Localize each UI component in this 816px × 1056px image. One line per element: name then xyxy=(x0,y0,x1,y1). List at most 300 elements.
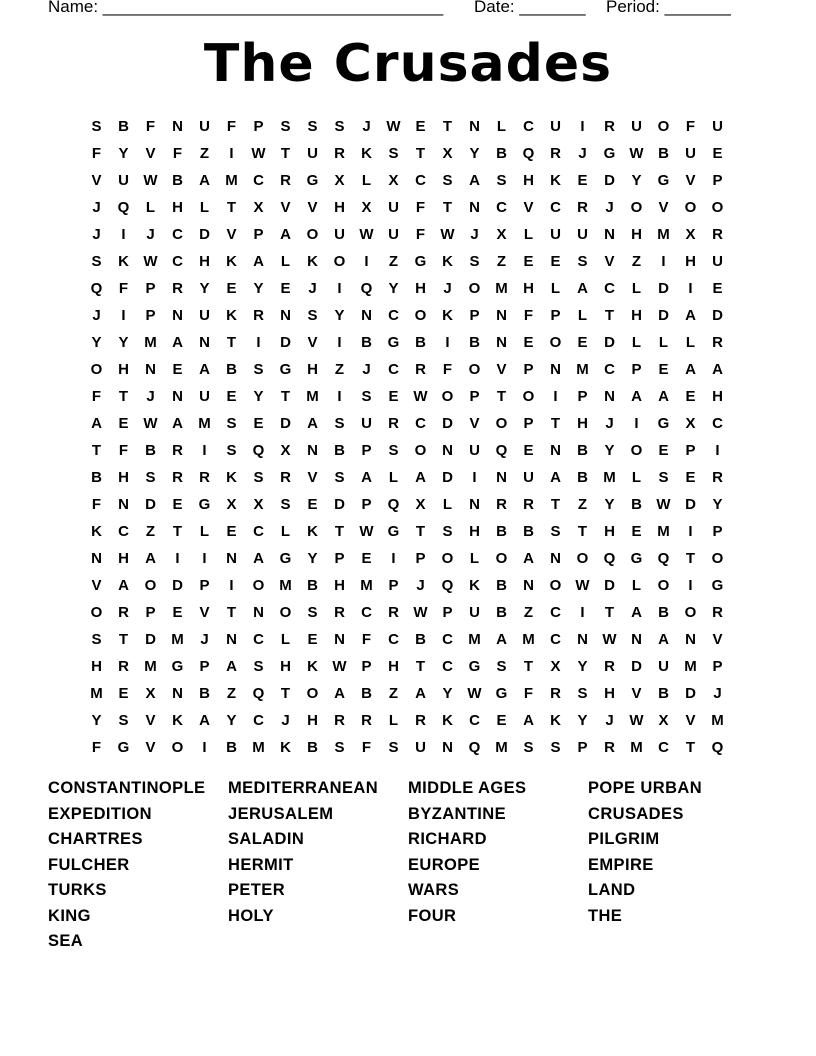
grid-letter[interactable]: H xyxy=(91,658,102,675)
grid-letter[interactable]: X xyxy=(658,712,669,729)
grid-letter[interactable]: P xyxy=(361,658,372,675)
grid-letter[interactable]: O xyxy=(657,577,670,594)
grid-letter[interactable]: J xyxy=(146,388,155,405)
grid-letter[interactable]: M xyxy=(657,523,670,540)
grid-letter[interactable]: E xyxy=(550,253,561,270)
grid-letter[interactable]: Z xyxy=(577,496,588,513)
grid-letter[interactable]: N xyxy=(523,577,534,594)
grid-letter[interactable]: R xyxy=(712,604,723,621)
grid-letter[interactable]: T xyxy=(496,388,507,405)
grid-letter[interactable]: A xyxy=(523,712,534,729)
grid-letter[interactable]: C xyxy=(415,172,426,189)
grid-letter[interactable]: C xyxy=(172,253,183,270)
grid-letter[interactable]: Y xyxy=(604,442,615,459)
grid-letter[interactable]: S xyxy=(334,118,345,135)
grid-letter[interactable]: I xyxy=(202,442,207,459)
grid-letter[interactable]: I xyxy=(688,523,693,540)
grid-letter[interactable]: I xyxy=(364,253,369,270)
grid-letter[interactable]: X xyxy=(685,415,696,432)
grid-letter[interactable]: I xyxy=(121,307,126,324)
grid-letter[interactable]: I xyxy=(580,604,585,621)
grid-letter[interactable]: T xyxy=(577,523,588,540)
grid-letter[interactable]: X xyxy=(388,172,399,189)
grid-letter[interactable]: A xyxy=(172,334,183,351)
grid-letter[interactable]: D xyxy=(631,658,642,675)
grid-letter[interactable]: B xyxy=(658,685,669,702)
grid-letter[interactable]: D xyxy=(442,469,453,486)
grid-letter[interactable]: U xyxy=(469,442,480,459)
grid-letter[interactable]: L xyxy=(550,280,561,297)
grid-letter[interactable]: K xyxy=(172,712,183,729)
grid-letter[interactable]: A xyxy=(253,550,264,567)
grid-letter[interactable]: X xyxy=(415,496,426,513)
grid-letter[interactable]: Y xyxy=(469,145,480,162)
grid-letter[interactable]: G xyxy=(306,172,319,189)
grid-letter[interactable]: M xyxy=(90,685,103,702)
grid-letter[interactable]: V xyxy=(523,199,534,216)
grid-letter[interactable]: Q xyxy=(252,442,265,459)
grid-letter[interactable]: T xyxy=(523,658,534,675)
grid-letter[interactable]: X xyxy=(442,145,453,162)
grid-letter[interactable]: C xyxy=(604,361,615,378)
grid-letter[interactable]: H xyxy=(118,469,129,486)
grid-letter[interactable]: H xyxy=(172,199,183,216)
grid-letter[interactable]: F xyxy=(91,739,102,756)
grid-letter[interactable]: W xyxy=(143,415,158,432)
grid-letter[interactable]: V xyxy=(712,631,723,648)
grid-letter[interactable]: A xyxy=(199,172,210,189)
grid-letter[interactable]: D xyxy=(145,496,156,513)
grid-letter[interactable]: P xyxy=(199,658,210,675)
grid-letter[interactable]: C xyxy=(253,172,264,189)
grid-letter[interactable]: B xyxy=(334,442,345,459)
grid-letter[interactable]: H xyxy=(712,388,723,405)
grid-letter[interactable]: S xyxy=(550,739,561,756)
grid-letter[interactable]: E xyxy=(523,442,534,459)
grid-letter[interactable]: F xyxy=(91,388,102,405)
grid-letter[interactable]: W xyxy=(251,145,266,162)
grid-letter[interactable]: U xyxy=(199,307,210,324)
grid-letter[interactable]: S xyxy=(226,442,237,459)
grid-letter[interactable]: R xyxy=(550,685,561,702)
grid-letter[interactable]: U xyxy=(550,118,561,135)
grid-letter[interactable]: E xyxy=(712,145,723,162)
grid-letter[interactable]: J xyxy=(362,118,371,135)
grid-letter[interactable]: J xyxy=(200,631,209,648)
grid-letter[interactable]: U xyxy=(712,118,723,135)
grid-letter[interactable]: H xyxy=(523,172,534,189)
name-field[interactable]: Name: ____________________________________ xyxy=(48,0,444,16)
grid-letter[interactable]: Y xyxy=(577,658,588,675)
grid-letter[interactable]: J xyxy=(362,361,371,378)
grid-letter[interactable]: P xyxy=(361,442,372,459)
grid-letter[interactable]: B xyxy=(361,334,372,351)
grid-letter[interactable]: D xyxy=(442,415,453,432)
grid-letter[interactable]: E xyxy=(658,442,669,459)
grid-letter[interactable]: E xyxy=(253,415,264,432)
grid-letter[interactable]: T xyxy=(685,550,696,567)
grid-letter[interactable]: B xyxy=(307,577,318,594)
grid-letter[interactable]: C xyxy=(550,604,561,621)
grid-letter[interactable]: M xyxy=(306,388,319,405)
grid-letter[interactable]: J xyxy=(578,145,587,162)
grid-letter[interactable]: A xyxy=(199,712,210,729)
grid-letter[interactable]: Y xyxy=(604,496,615,513)
grid-letter[interactable]: I xyxy=(229,577,234,594)
grid-letter[interactable]: O xyxy=(657,118,670,135)
grid-letter[interactable]: U xyxy=(523,469,534,486)
grid-letter[interactable]: Y xyxy=(199,280,210,297)
grid-letter[interactable]: V xyxy=(307,334,318,351)
grid-letter[interactable]: I xyxy=(121,226,126,243)
grid-letter[interactable]: P xyxy=(631,361,642,378)
grid-letter[interactable]: R xyxy=(604,658,615,675)
period-field[interactable]: Period: _______ xyxy=(606,0,731,16)
grid-letter[interactable]: V xyxy=(145,712,156,729)
grid-letter[interactable]: N xyxy=(145,361,156,378)
grid-letter[interactable]: G xyxy=(279,361,292,378)
grid-letter[interactable]: N xyxy=(550,361,561,378)
grid-letter[interactable]: R xyxy=(415,712,426,729)
grid-letter[interactable]: Y xyxy=(253,388,264,405)
grid-letter[interactable]: T xyxy=(118,388,129,405)
grid-letter[interactable]: S xyxy=(469,253,480,270)
grid-letter[interactable]: S xyxy=(91,631,102,648)
grid-letter[interactable]: M xyxy=(522,631,535,648)
grid-letter[interactable]: K xyxy=(442,253,453,270)
grid-letter[interactable]: A xyxy=(631,388,642,405)
grid-letter[interactable]: D xyxy=(658,307,669,324)
grid-letter[interactable]: T xyxy=(118,631,129,648)
grid-letter[interactable]: V xyxy=(226,226,237,243)
grid-letter[interactable]: L xyxy=(199,199,210,216)
grid-letter[interactable]: S xyxy=(253,469,264,486)
grid-letter[interactable]: M xyxy=(144,334,157,351)
grid-letter[interactable]: K xyxy=(307,253,318,270)
grid-letter[interactable]: P xyxy=(523,361,534,378)
grid-letter[interactable]: G xyxy=(468,658,481,675)
grid-letter[interactable]: I xyxy=(337,280,342,297)
grid-letter[interactable]: S xyxy=(253,658,264,675)
grid-letter[interactable]: N xyxy=(172,118,183,135)
grid-letter[interactable]: K xyxy=(226,469,237,486)
grid-letter[interactable]: S xyxy=(577,253,588,270)
grid-letter[interactable]: C xyxy=(361,604,372,621)
grid-letter[interactable]: Q xyxy=(657,550,670,567)
grid-letter[interactable]: E xyxy=(307,631,318,648)
grid-letter[interactable]: I xyxy=(202,550,207,567)
grid-letter[interactable]: W xyxy=(413,604,428,621)
grid-letter[interactable]: O xyxy=(90,604,103,621)
grid-letter[interactable]: C xyxy=(550,631,561,648)
grid-letter[interactable]: R xyxy=(172,280,183,297)
grid-letter[interactable]: Q xyxy=(387,496,400,513)
grid-letter[interactable]: C xyxy=(442,631,453,648)
grid-letter[interactable]: T xyxy=(442,199,453,216)
grid-letter[interactable]: Q xyxy=(495,442,508,459)
grid-letter[interactable]: E xyxy=(226,523,237,540)
grid-letter[interactable]: C xyxy=(388,307,399,324)
grid-letter[interactable]: M xyxy=(684,658,697,675)
grid-letter[interactable]: N xyxy=(604,388,615,405)
grid-letter[interactable]: S xyxy=(91,118,102,135)
grid-letter[interactable]: G xyxy=(279,550,292,567)
grid-letter[interactable]: N xyxy=(199,334,210,351)
grid-letter[interactable]: J xyxy=(605,415,614,432)
grid-letter[interactable]: S xyxy=(334,415,345,432)
grid-letter[interactable]: P xyxy=(388,577,399,594)
grid-letter[interactable]: M xyxy=(279,577,292,594)
grid-letter[interactable]: N xyxy=(550,442,561,459)
grid-letter[interactable]: Q xyxy=(441,577,454,594)
grid-letter[interactable]: M xyxy=(144,658,157,675)
grid-letter[interactable]: H xyxy=(307,361,318,378)
grid-letter[interactable]: O xyxy=(576,550,589,567)
grid-letter[interactable]: F xyxy=(118,280,129,297)
date-field[interactable]: Date: _______ xyxy=(474,0,586,16)
grid-letter[interactable]: U xyxy=(388,226,399,243)
grid-letter[interactable]: T xyxy=(280,388,291,405)
grid-letter[interactable]: W xyxy=(467,685,482,702)
grid-letter[interactable]: T xyxy=(604,307,615,324)
grid-letter[interactable]: A xyxy=(658,631,669,648)
grid-letter[interactable]: J xyxy=(713,685,722,702)
grid-letter[interactable]: M xyxy=(495,280,508,297)
grid-letter[interactable]: V xyxy=(658,199,669,216)
grid-letter[interactable]: H xyxy=(199,253,210,270)
grid-letter[interactable]: V xyxy=(604,253,615,270)
grid-letter[interactable]: B xyxy=(226,361,237,378)
grid-letter[interactable]: O xyxy=(171,739,184,756)
grid-letter[interactable]: C xyxy=(712,415,723,432)
grid-letter[interactable]: U xyxy=(118,172,129,189)
grid-letter[interactable]: H xyxy=(604,523,615,540)
grid-letter[interactable]: L xyxy=(631,280,642,297)
grid-letter[interactable]: I xyxy=(715,442,720,459)
grid-letter[interactable]: Q xyxy=(468,739,481,756)
grid-letter[interactable]: R xyxy=(712,469,723,486)
grid-letter[interactable]: R xyxy=(334,145,345,162)
grid-letter[interactable]: Y xyxy=(388,280,399,297)
grid-letter[interactable]: T xyxy=(91,442,102,459)
grid-letter[interactable]: O xyxy=(630,442,643,459)
grid-letter[interactable]: O xyxy=(495,550,508,567)
grid-letter[interactable]: K xyxy=(442,307,453,324)
grid-letter[interactable]: B xyxy=(145,442,156,459)
grid-letter[interactable]: L xyxy=(361,172,372,189)
grid-letter[interactable]: N xyxy=(118,496,129,513)
grid-letter[interactable]: B xyxy=(469,334,480,351)
grid-letter[interactable]: X xyxy=(226,496,237,513)
grid-letter[interactable]: S xyxy=(334,469,345,486)
grid-letter[interactable]: P xyxy=(685,442,696,459)
grid-letter[interactable]: Q xyxy=(252,685,265,702)
grid-letter[interactable]: E xyxy=(172,604,183,621)
grid-letter[interactable]: C xyxy=(604,280,615,297)
grid-letter[interactable]: R xyxy=(604,118,615,135)
grid-letter[interactable]: C xyxy=(496,199,507,216)
grid-letter[interactable]: S xyxy=(577,685,588,702)
grid-letter[interactable]: Y xyxy=(631,172,642,189)
grid-letter[interactable]: M xyxy=(657,226,670,243)
grid-letter[interactable]: R xyxy=(172,469,183,486)
grid-letter[interactable]: T xyxy=(226,199,237,216)
grid-letter[interactable]: P xyxy=(253,118,264,135)
grid-letter[interactable]: L xyxy=(388,469,399,486)
grid-letter[interactable]: R xyxy=(172,442,183,459)
grid-letter[interactable]: A xyxy=(334,685,345,702)
grid-letter[interactable]: Z xyxy=(388,253,399,270)
grid-letter[interactable]: O xyxy=(630,199,643,216)
grid-letter[interactable]: G xyxy=(630,550,643,567)
grid-letter[interactable]: P xyxy=(469,388,480,405)
grid-letter[interactable]: A xyxy=(523,550,534,567)
grid-letter[interactable]: O xyxy=(279,604,292,621)
grid-letter[interactable]: R xyxy=(361,712,372,729)
grid-letter[interactable]: L xyxy=(631,577,642,594)
grid-letter[interactable]: E xyxy=(361,550,372,567)
grid-letter[interactable]: Q xyxy=(522,145,535,162)
grid-letter[interactable]: L xyxy=(631,334,642,351)
grid-letter[interactable]: W xyxy=(413,388,428,405)
grid-letter[interactable]: J xyxy=(92,307,101,324)
grid-letter[interactable]: S xyxy=(388,145,399,162)
grid-letter[interactable]: N xyxy=(226,550,237,567)
grid-letter[interactable]: O xyxy=(684,199,697,216)
grid-letter[interactable]: Q xyxy=(603,550,616,567)
grid-letter[interactable]: L xyxy=(280,631,291,648)
grid-letter[interactable]: E xyxy=(658,361,669,378)
grid-letter[interactable]: Y xyxy=(334,307,345,324)
grid-letter[interactable]: S xyxy=(496,658,507,675)
grid-letter[interactable]: J xyxy=(443,280,452,297)
grid-letter[interactable]: X xyxy=(685,226,696,243)
grid-letter[interactable]: B xyxy=(577,442,588,459)
grid-letter[interactable]: V xyxy=(685,712,696,729)
grid-letter[interactable]: N xyxy=(577,631,588,648)
grid-letter[interactable]: N xyxy=(469,118,480,135)
grid-letter[interactable]: K xyxy=(361,145,372,162)
grid-letter[interactable]: W xyxy=(143,172,158,189)
grid-letter[interactable]: Y xyxy=(712,496,723,513)
grid-letter[interactable]: L xyxy=(496,118,507,135)
grid-letter[interactable]: B xyxy=(658,604,669,621)
grid-letter[interactable]: V xyxy=(631,685,642,702)
grid-letter[interactable]: Y xyxy=(577,712,588,729)
grid-letter[interactable]: N xyxy=(496,307,507,324)
grid-letter[interactable]: P xyxy=(577,739,588,756)
grid-letter[interactable]: P xyxy=(712,523,723,540)
grid-letter[interactable]: H xyxy=(577,415,588,432)
grid-letter[interactable]: E xyxy=(685,388,696,405)
grid-letter[interactable]: A xyxy=(145,550,156,567)
grid-letter[interactable]: T xyxy=(280,685,291,702)
grid-letter[interactable]: P xyxy=(442,604,453,621)
grid-letter[interactable]: F xyxy=(685,118,696,135)
grid-letter[interactable]: I xyxy=(688,280,693,297)
grid-letter[interactable]: A xyxy=(469,172,480,189)
grid-letter[interactable]: H xyxy=(118,550,129,567)
grid-letter[interactable]: P xyxy=(145,604,156,621)
grid-letter[interactable]: N xyxy=(442,739,453,756)
grid-letter[interactable]: A xyxy=(199,361,210,378)
grid-letter[interactable]: W xyxy=(332,658,347,675)
grid-letter[interactable]: L xyxy=(442,496,453,513)
grid-letter[interactable]: L xyxy=(685,334,696,351)
grid-letter[interactable]: O xyxy=(333,253,346,270)
grid-letter[interactable]: L xyxy=(145,199,156,216)
grid-letter[interactable]: Z xyxy=(388,685,399,702)
grid-letter[interactable]: A xyxy=(91,415,102,432)
grid-letter[interactable]: I xyxy=(472,469,477,486)
grid-letter[interactable]: A xyxy=(172,415,183,432)
grid-letter[interactable]: G xyxy=(117,739,130,756)
grid-letter[interactable]: I xyxy=(337,388,342,405)
grid-letter[interactable]: B xyxy=(415,631,426,648)
grid-letter[interactable]: J xyxy=(605,199,614,216)
grid-letter[interactable]: N xyxy=(253,604,264,621)
grid-letter[interactable]: N xyxy=(550,550,561,567)
grid-letter[interactable]: E xyxy=(523,253,534,270)
grid-letter[interactable]: B xyxy=(199,685,210,702)
grid-letter[interactable]: E xyxy=(523,334,534,351)
grid-letter[interactable]: N xyxy=(631,631,642,648)
grid-letter[interactable]: B xyxy=(496,523,507,540)
grid-letter[interactable]: F xyxy=(226,118,237,135)
grid-letter[interactable]: F xyxy=(118,442,129,459)
grid-letter[interactable]: S xyxy=(361,388,372,405)
grid-letter[interactable]: R xyxy=(577,199,588,216)
grid-letter[interactable]: W xyxy=(629,712,644,729)
grid-letter[interactable]: X xyxy=(253,199,264,216)
grid-letter[interactable]: B xyxy=(523,523,534,540)
grid-letter[interactable]: V xyxy=(280,199,291,216)
grid-letter[interactable]: Q xyxy=(360,280,373,297)
grid-letter[interactable]: L xyxy=(631,469,642,486)
grid-letter[interactable]: S xyxy=(388,739,399,756)
grid-letter[interactable]: U xyxy=(712,253,723,270)
grid-letter[interactable]: B xyxy=(496,145,507,162)
grid-letter[interactable]: N xyxy=(361,307,372,324)
grid-letter[interactable]: I xyxy=(391,550,396,567)
grid-letter[interactable]: B xyxy=(577,469,588,486)
grid-letter[interactable]: J xyxy=(605,712,614,729)
grid-letter[interactable]: A xyxy=(226,658,237,675)
grid-letter[interactable]: T xyxy=(226,604,237,621)
grid-letter[interactable]: H xyxy=(307,712,318,729)
grid-letter[interactable]: Z xyxy=(145,523,156,540)
grid-letter[interactable]: T xyxy=(442,118,453,135)
grid-letter[interactable]: E xyxy=(712,280,723,297)
grid-letter[interactable]: U xyxy=(388,199,399,216)
grid-letter[interactable]: U xyxy=(334,226,345,243)
grid-letter[interactable]: E xyxy=(226,388,237,405)
grid-letter[interactable]: B xyxy=(496,604,507,621)
grid-letter[interactable]: Y xyxy=(253,280,264,297)
grid-letter[interactable]: L xyxy=(658,334,669,351)
grid-letter[interactable]: O xyxy=(252,577,265,594)
grid-letter[interactable]: O xyxy=(414,442,427,459)
grid-letter[interactable]: G xyxy=(198,496,211,513)
grid-letter[interactable]: E xyxy=(118,415,129,432)
grid-letter[interactable]: O xyxy=(441,550,454,567)
grid-letter[interactable]: R xyxy=(496,496,507,513)
grid-letter[interactable]: S xyxy=(334,739,345,756)
grid-letter[interactable]: P xyxy=(145,280,156,297)
grid-letter[interactable]: E xyxy=(415,118,426,135)
grid-letter[interactable]: H xyxy=(415,280,426,297)
grid-letter[interactable]: M xyxy=(576,361,589,378)
